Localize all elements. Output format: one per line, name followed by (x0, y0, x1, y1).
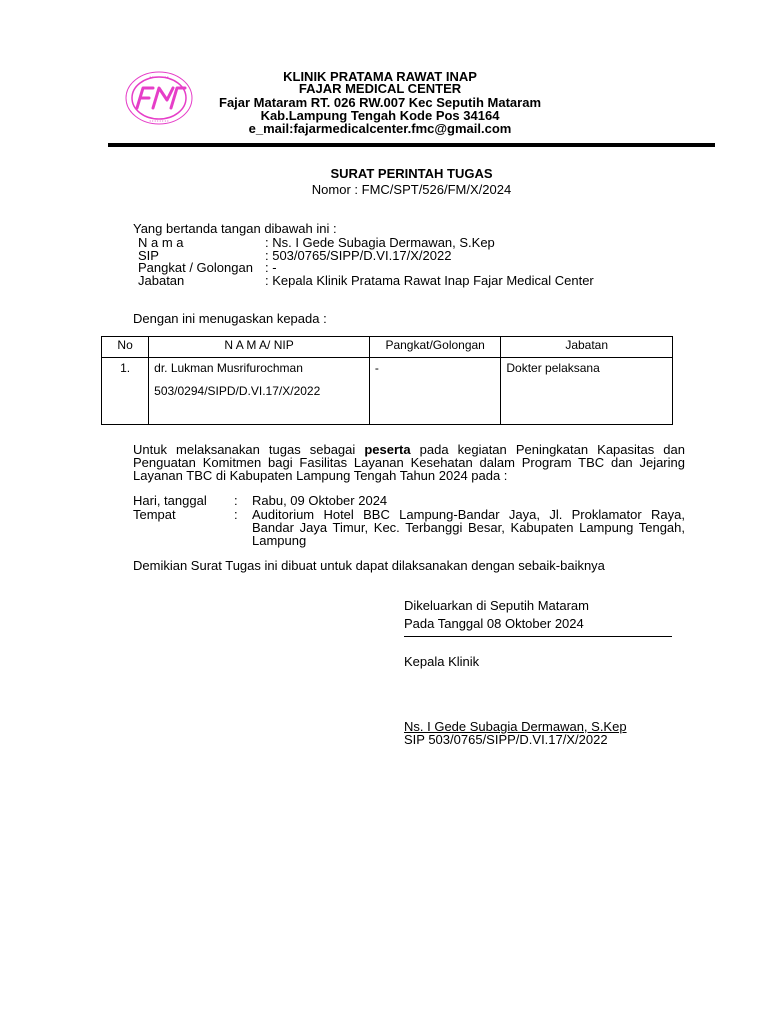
clinic-name: FAJAR MEDICAL CENTER (298, 81, 462, 96)
date-colon: : (234, 493, 238, 508)
field-label-name: N a m a (138, 235, 184, 250)
purpose-role: peserta (364, 442, 411, 457)
clinic-type: KLINIK PRATAMA RAWAT INAP (283, 69, 477, 84)
header-position: Jabatan (501, 337, 673, 358)
letterhead-divider (108, 143, 715, 147)
clinic-address: Fajar Mataram RT. 026 RW.007 Kec Seputih Mataram (219, 95, 541, 110)
row-nip: 503/0294/SIPD/D.VI.17/X/2022 (154, 384, 321, 398)
field-value-name: : Ns. I Gede Subagia Dermawan, S.Kep (265, 235, 495, 250)
field-label-position: Jabatan (138, 273, 185, 288)
date-label: Hari, tanggal (133, 493, 207, 508)
field-value-position: : Kepala Klinik Pratama Rawat Inap Fajar Medical Center (265, 273, 594, 288)
header-name-nip: N A M A/ NIP (149, 337, 370, 358)
svg-text:• • • • • • • •: • • • • • • • • (149, 118, 169, 123)
assignment-intro: Dengan ini menugaskan kepada : (133, 311, 327, 326)
date-underline (404, 636, 672, 637)
document-number: Nomor : FMC/SPT/526/FM/X/2024 (311, 182, 512, 197)
issued-date: Pada Tanggal 08 Oktober 2024 (404, 616, 584, 631)
place-colon: : (234, 507, 238, 522)
place-label: Tempat (133, 507, 176, 522)
place-value: Auditorium Hotel BBC Lampung-Bandar Jaya, Jl. Proklamator Raya, Bandar Jaya Timur, Kec. Terbanggi Besar, Kabupaten Lampung Tengah, Lampung (252, 507, 685, 548)
row-position: Dokter pelaksana (501, 358, 673, 425)
issued-at: Dikeluarkan di Seputih Mataram (404, 598, 589, 613)
clinic-email: e_mail:fajarmedicalcenter.fmc@gmail.com (248, 121, 512, 136)
signatory-role: Kepala Klinik (404, 654, 480, 669)
field-label-rank: Pangkat / Golongan (138, 260, 253, 275)
date-value: Rabu, 09 Oktober 2024 (252, 493, 388, 508)
assignment-table (101, 336, 673, 425)
table-header-row (102, 337, 673, 358)
purpose-post: pada kegiatan Peningkatan Kapasitas dan Penguatan Komitmen bagi Fasilitas Layanan Kesehatan dalam Program TBC dan Jejaring Layanan TBC di Kabupaten Lampung Tengah Tahun 2024 pada : (133, 442, 685, 483)
field-label-sip: SIP (138, 248, 159, 263)
header-rank: Pangkat/Golongan (369, 337, 500, 358)
purpose-paragraph (133, 443, 685, 482)
field-value-sip: : 503/0765/SIPP/D.VI.17/X/2022 (265, 248, 452, 263)
document-title: SURAT PERINTAH TUGAS (330, 166, 493, 181)
signatory-intro: Yang bertanda tangan dibawah ini : (133, 221, 337, 236)
header-no: No (102, 337, 149, 358)
table-row (102, 358, 673, 425)
closing-statement: Demikian Surat Tugas ini dibuat untuk dapat dilaksanakan dengan sebaik-baiknya (133, 558, 605, 573)
row-rank: - (369, 358, 500, 425)
field-value-rank: : - (265, 260, 277, 275)
signatory-sip: SIP 503/0765/SIPP/D.VI.17/X/2022 (404, 732, 608, 747)
row-name: dr. Lukman Musrifurochman (154, 361, 303, 375)
signatory-name: Ns. I Gede Subagia Dermawan, S.Kep (404, 719, 627, 734)
row-no: 1. (102, 358, 149, 425)
row-name-cell (149, 358, 370, 425)
svg-text:• • • • • • • •: • • • • • • • • (149, 74, 169, 79)
clinic-regency: Kab.Lampung Tengah Kode Pos 34164 (260, 108, 500, 123)
purpose-pre: Untuk melaksanakan tugas sebagai (133, 442, 365, 457)
